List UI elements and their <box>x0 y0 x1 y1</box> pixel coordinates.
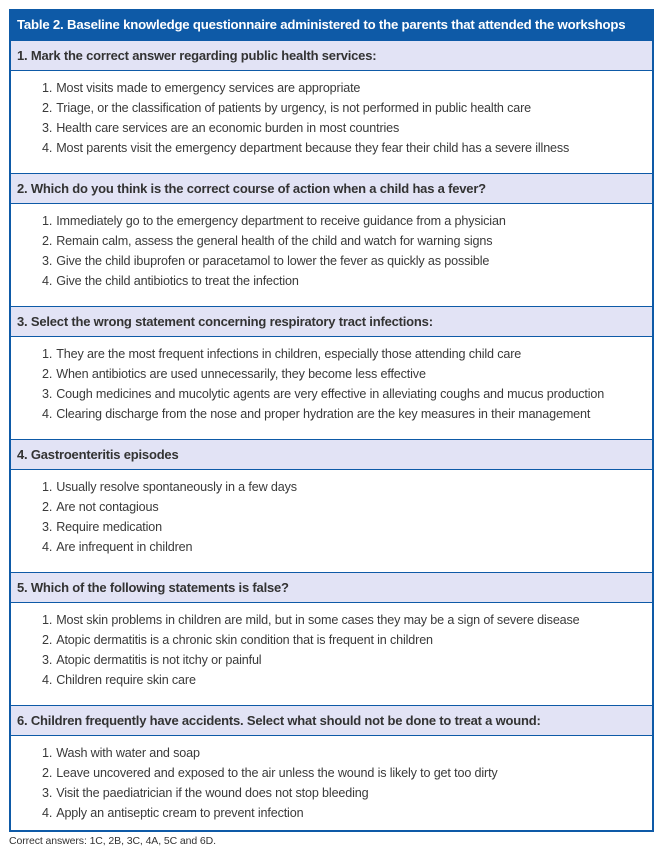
option-number: 1. <box>42 81 53 95</box>
option-text: Wash with water and soap <box>56 746 200 760</box>
answer-option <box>11 497 652 517</box>
answer-option <box>11 404 652 424</box>
option-number: 3. <box>42 653 53 667</box>
option-number: 3. <box>42 520 53 534</box>
option-number: 1. <box>42 746 53 760</box>
option-text: Clearing discharge from the nose and proper hydration are the key measures in their management <box>56 407 591 421</box>
answer-options <box>11 204 652 306</box>
answer-option <box>11 251 652 271</box>
option-text: Apply an antiseptic cream to prevent infection <box>56 806 304 820</box>
answer-option <box>11 537 652 557</box>
answer-option <box>11 344 652 364</box>
question-heading: 1. Mark the correct answer regarding public health services: <box>11 40 652 71</box>
option-text: Health care services are an economic burden in most countries <box>56 121 400 135</box>
answer-option <box>11 78 652 98</box>
option-number: 2. <box>42 766 53 780</box>
answer-option <box>11 477 652 497</box>
option-number: 2. <box>42 633 53 647</box>
option-text: Give the child ibuprofen or paracetamol to lower the fever as quickly as possible <box>56 254 490 268</box>
question-heading: 2. Which do you think is the correct course of action when a child has a fever? <box>11 173 652 204</box>
option-text: Most visits made to emergency services are appropriate <box>56 81 361 95</box>
option-text: Are infrequent in children <box>56 540 193 554</box>
option-text: Are not contagious <box>56 500 159 514</box>
answer-option <box>11 630 652 650</box>
answer-option <box>11 517 652 537</box>
option-number: 3. <box>42 786 53 800</box>
answer-option <box>11 763 652 783</box>
option-text: Atopic dermatitis is a chronic skin condition that is frequent in children <box>56 633 433 647</box>
answer-option <box>11 783 652 803</box>
option-number: 2. <box>42 500 53 514</box>
answer-option <box>11 138 652 158</box>
option-number: 4. <box>42 274 53 288</box>
answer-option <box>11 670 652 690</box>
question-heading: 5. Which of the following statements is false? <box>11 572 652 603</box>
answer-option <box>11 118 652 138</box>
question-section-3 <box>11 306 652 439</box>
option-text: Triage, or the classification of patients by urgency, is not performed in public health care <box>56 101 532 115</box>
answer-option <box>11 231 652 251</box>
correct-answers-note: Correct answers: 1C, 2B, 3C, 4A, 5C and 6D. <box>9 835 216 847</box>
option-number: 4. <box>42 540 53 554</box>
table-caption: Table 2. Baseline knowledge questionnaire administered to the parents that attended the workshops <box>11 9 652 40</box>
option-number: 4. <box>42 141 53 155</box>
answer-options <box>11 736 652 838</box>
option-number: 1. <box>42 480 53 494</box>
option-text: Remain calm, assess the general health of the child and watch for warning signs <box>56 234 493 248</box>
answer-options <box>11 337 652 439</box>
question-section-1 <box>11 40 652 173</box>
question-heading: 6. Children frequently have accidents. Select what should not be done to treat a wound: <box>11 705 652 736</box>
answer-option <box>11 271 652 291</box>
answer-option <box>11 650 652 670</box>
option-number: 2. <box>42 367 53 381</box>
answer-option <box>11 211 652 231</box>
question-section-4 <box>11 439 652 572</box>
answer-option <box>11 364 652 384</box>
option-text: Most skin problems in children are mild, but in some cases they may be a sign of severe disease <box>56 613 580 627</box>
option-number: 4. <box>42 407 53 421</box>
option-text: Cough medicines and mucolytic agents are very effective in alleviating coughs and mucus production <box>56 387 605 401</box>
option-number: 2. <box>42 234 53 248</box>
option-text: Give the child antibiotics to treat the infection <box>56 274 299 288</box>
option-number: 3. <box>42 387 53 401</box>
option-text: They are the most frequent infections in children, especially those attending child care <box>56 347 522 361</box>
option-number: 2. <box>42 101 53 115</box>
answer-option <box>11 610 652 630</box>
option-number: 3. <box>42 254 53 268</box>
option-text: Most parents visit the emergency department because they fear their child has a severe illness <box>56 141 570 155</box>
answer-option <box>11 98 652 118</box>
option-number: 4. <box>42 806 53 820</box>
answer-options <box>11 71 652 173</box>
option-text: Children require skin care <box>56 673 196 687</box>
answer-options <box>11 470 652 572</box>
question-heading: 4. Gastroenteritis episodes <box>11 439 652 470</box>
question-section-6 <box>11 705 652 838</box>
question-section-2 <box>11 173 652 306</box>
question-heading: 3. Select the wrong statement concerning respiratory tract infections: <box>11 306 652 337</box>
option-number: 1. <box>42 347 53 361</box>
questionnaire-table <box>9 9 654 832</box>
option-number: 1. <box>42 214 53 228</box>
option-number: 4. <box>42 673 53 687</box>
answer-options <box>11 603 652 705</box>
option-text: Immediately go to the emergency department to receive guidance from a physician <box>56 214 506 228</box>
option-text: Require medication <box>56 520 163 534</box>
option-number: 3. <box>42 121 53 135</box>
answer-option <box>11 743 652 763</box>
answer-option <box>11 803 652 823</box>
option-text: Usually resolve spontaneously in a few days <box>56 480 297 494</box>
option-text: Leave uncovered and exposed to the air unless the wound is likely to get too dirty <box>56 766 498 780</box>
option-number: 1. <box>42 613 53 627</box>
question-section-5 <box>11 572 652 705</box>
option-text: Visit the paediatrician if the wound does not stop bleeding <box>56 786 369 800</box>
option-text: Atopic dermatitis is not itchy or painful <box>56 653 262 667</box>
option-text: When antibiotics are used unnecessarily, they become less effective <box>56 367 426 381</box>
answer-option <box>11 384 652 404</box>
